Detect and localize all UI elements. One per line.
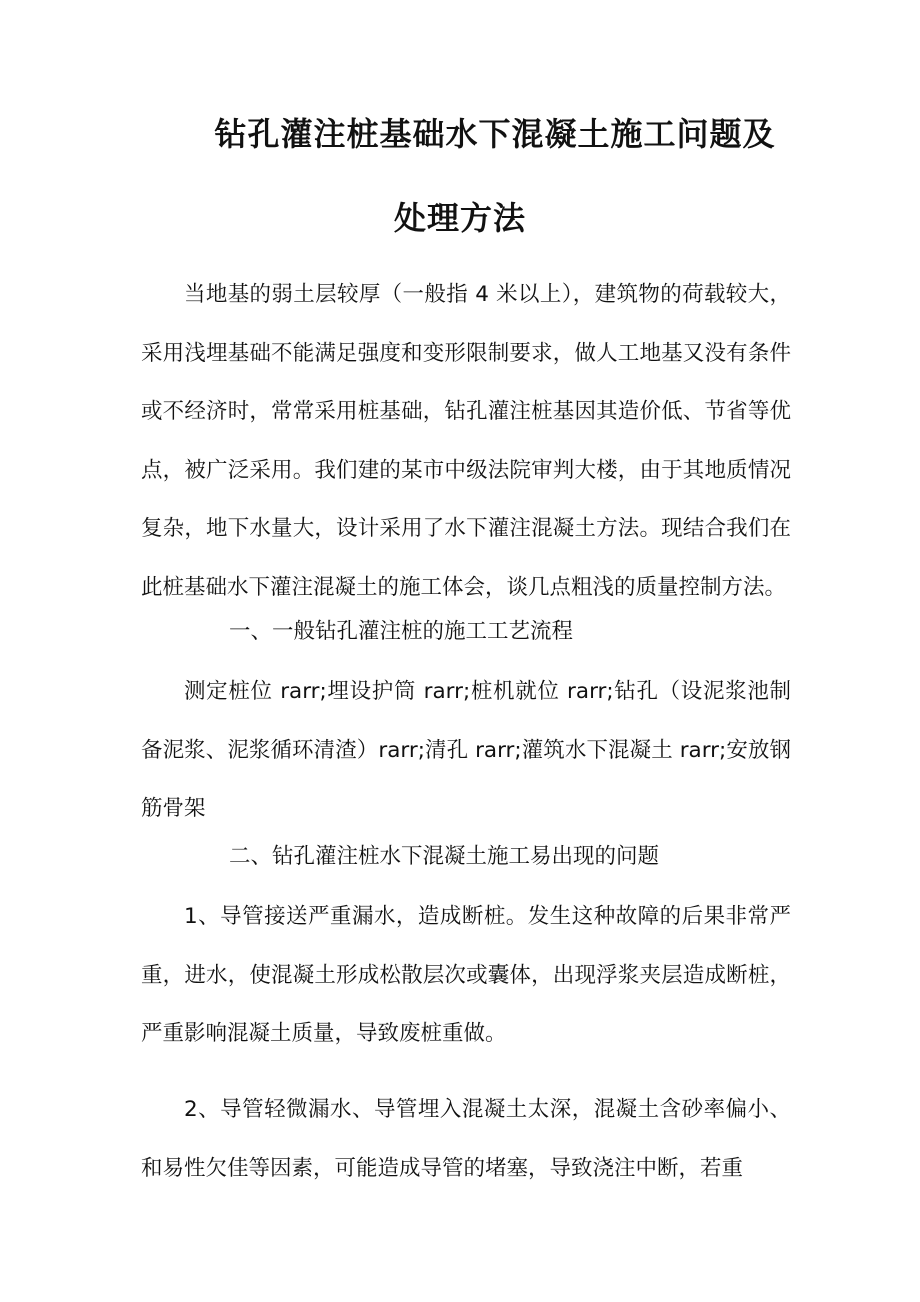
section-1-heading: 一、一般钻孔灌注桩的施工工艺流程	[229, 619, 574, 644]
problem-1-paragraph: 1、导管接送严重漏水，造成断桩。发生这种故障的后果非常严重，进水，使混凝土形成松散层次或囊体，出现浮浆夹层造成断桩，严重影响混凝土质量，导致废桩重做。	[141, 904, 791, 1046]
intro-paragraph: 当地基的弱土层较厚（一般指 4 米以上），建筑物的荷载较大，采用浅埋基础不能满足强度和变形限制要求，做人工地基又没有条件或不经济时，常常采用桩基础，钻孔灌注桩基因其造价低、节省等优点，被广泛采用。我们建的某市中级法院审判大楼，由于其地质情况复杂，地下水量大，设计采用了水下灌注混凝土方法。现结合我们在此桩基础水下灌注混凝土的施工体会，谈几点粗浅的质量控制方法。	[141, 282, 791, 600]
problem-2-paragraph: 2、导管轻微漏水、导管埋入混凝土太深，混凝土含砂率偏小、和易性欠佳等因素，可能造成导管的堵塞，导致浇注中断，若重	[141, 1097, 791, 1181]
section-2-heading: 二、钻孔灌注桩水下混凝土施工易出现的问题	[229, 844, 660, 869]
process-flow-paragraph: 测定桩位 rarr;埋设护筒 rarr;桩机就位 rarr;钻孔（设泥浆池制备泥浆、泥浆循环清渣）rarr;清孔 rarr;灌筑水下混凝土 rarr;安放钢筋骨架	[141, 679, 791, 821]
document-title-line-2: 处理方法	[393, 199, 526, 237]
document-title-line-1: 钻孔灌注桩基础水下混凝土施工问题及	[214, 115, 776, 153]
